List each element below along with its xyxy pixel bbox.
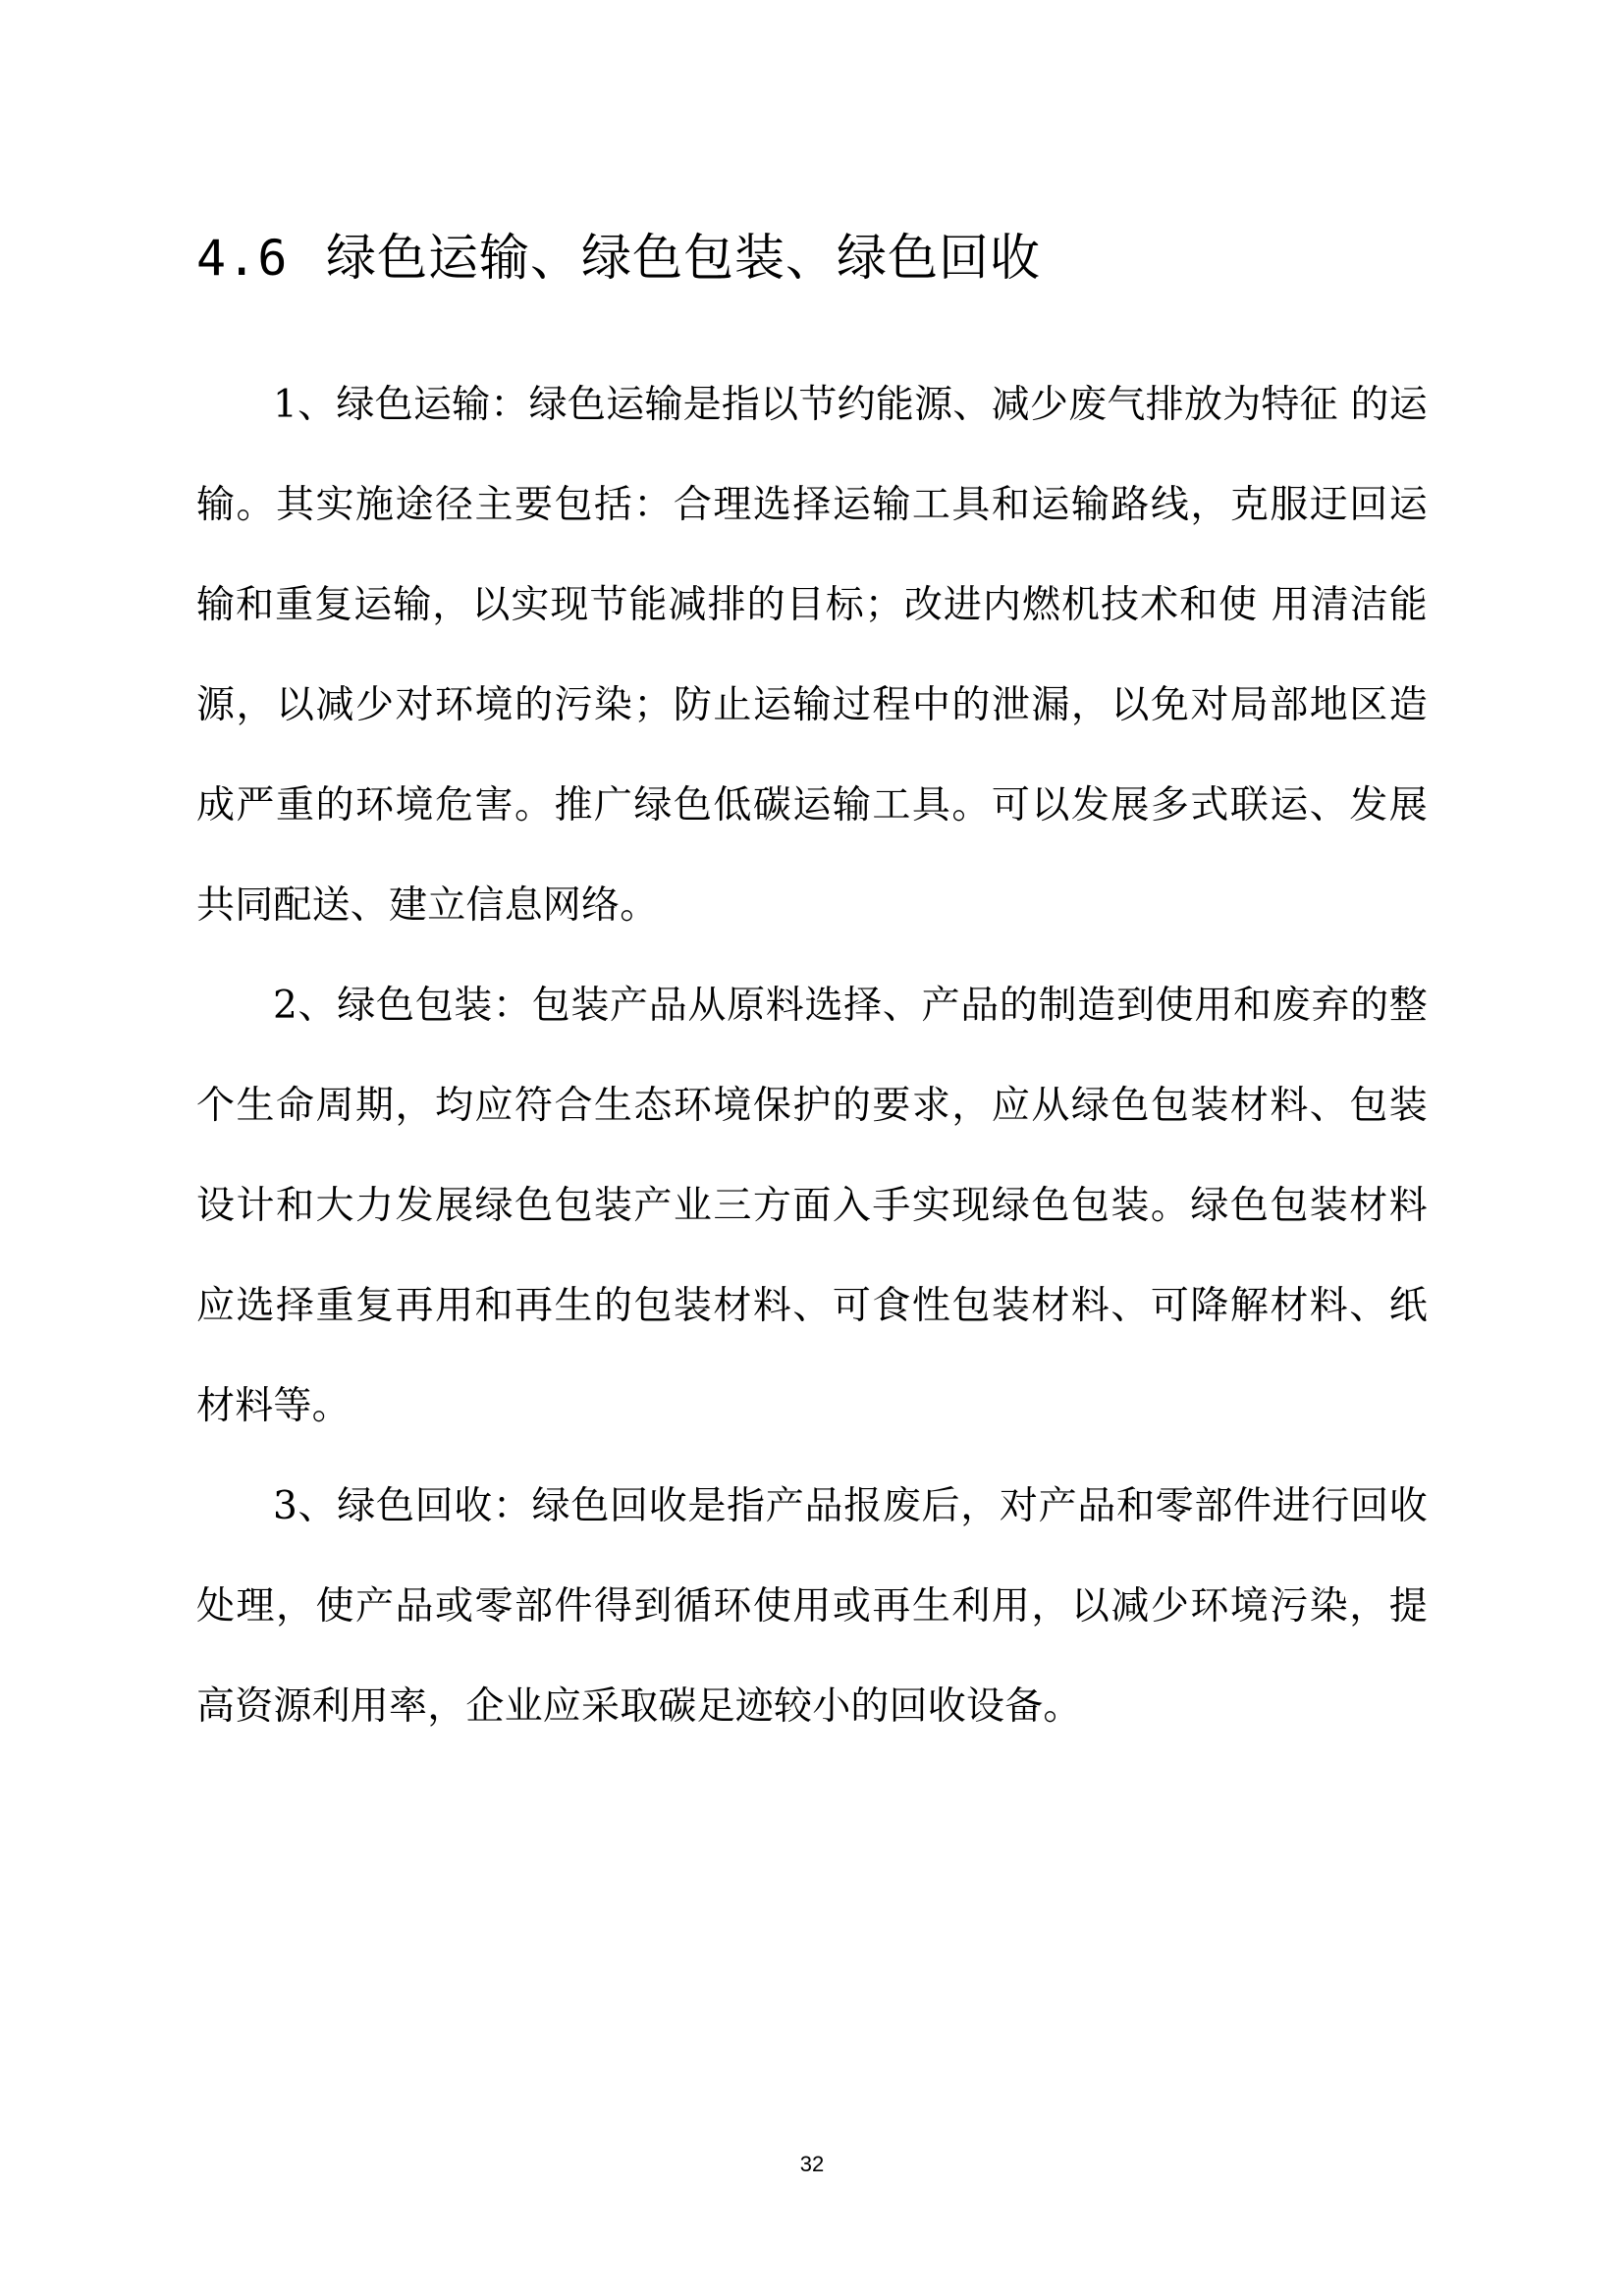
paragraph-green-packaging: 2、绿色包装：包装产品从原料选择、产品的制造到使用和废弃的整个生命周期，均应符合生态环境保护的要求，应从绿色包装材料、包装设计和大力发展绿色包装产业三方面入手实现绿色包装。绿色包装材料应选择重复再用和再生的包装材料、可食性包装材料、可降解材料、纸材料等。 — [196, 984, 1428, 1428]
section-heading — [196, 224, 1041, 294]
page-number: 32 — [799, 2152, 825, 2176]
paragraph-green-transport: 1、绿色运输：绿色运输是指以节约能源、减少废气排放为特征 的运输。其实施途径主要包括：合理选择运输工具和运输路线，克服迂回运输和重复运输，以实现节能减排的目标；改进内燃机技术和使 用清洁能源，以减少对环境的污染；防止运输过程中的泄漏，以免对局部地区造成严重的环境危害。推广绿色低碳运输工具。可以发展多式联运、发展共同配送、建立信息网络。 — [196, 383, 1428, 928]
document-body — [196, 355, 1428, 1757]
paragraph-green-recycling: 3、绿色回收：绿色回收是指产品报废后，对产品和零部件进行回收处理，使产品或零部件得到循环使用或再生利用，以减少环境污染，提高资源利用率，企业应采取碳足迹较小的回收设备。 — [196, 1484, 1428, 1729]
section-number: 4.6 — [196, 230, 289, 287]
section-title: 绿色运输、绿色包装、绿色回收 — [326, 230, 1042, 288]
